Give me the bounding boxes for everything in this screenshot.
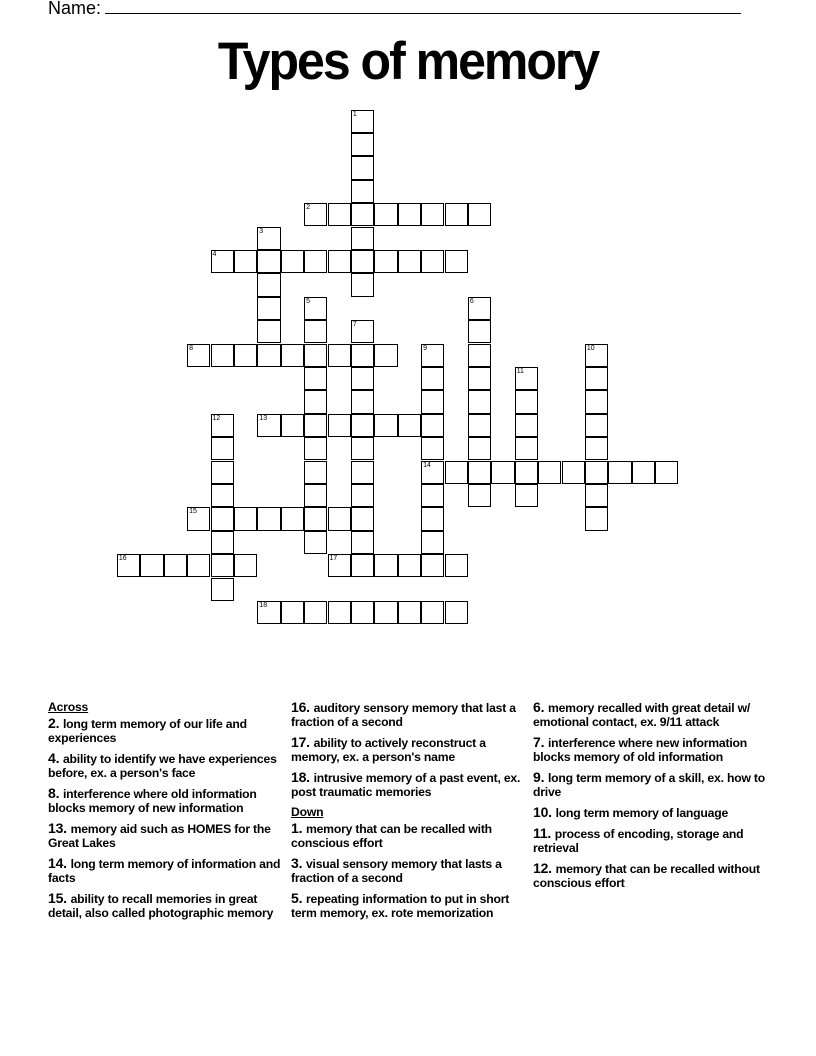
grid-cell[interactable] <box>211 554 234 577</box>
clue-number-label: 3. <box>291 855 306 871</box>
clue-item <box>291 856 527 885</box>
clue-number-label: 1. <box>291 820 306 836</box>
grid-cell[interactable] <box>421 531 444 554</box>
grid-cell[interactable] <box>257 601 280 624</box>
grid-cell[interactable] <box>281 344 304 367</box>
grid-cell[interactable] <box>445 601 468 624</box>
clue-text: memory recalled with great detail w/ emotional contact, ex. 9/11 attack <box>533 701 751 729</box>
grid-cell[interactable] <box>281 507 304 530</box>
clue-number: 13 <box>259 414 268 422</box>
grid-cell[interactable] <box>211 531 234 554</box>
grid-cell[interactable] <box>140 554 163 577</box>
grid-cell[interactable] <box>421 250 444 273</box>
grid-cell[interactable] <box>187 554 210 577</box>
clue-number: 8 <box>189 344 193 352</box>
grid-cell[interactable] <box>304 344 327 367</box>
clue-number: 6 <box>469 297 474 305</box>
down-heading: Down <box>291 805 324 819</box>
grid-cell[interactable] <box>351 344 374 367</box>
grid-cell[interactable] <box>468 414 491 437</box>
grid-cell[interactable] <box>374 554 397 577</box>
clue-text: repeating information to put in short term memory, ex. rote memorization <box>291 892 510 920</box>
clue-text: intrusive memory of a past event, ex. post traumatic memories <box>291 771 521 799</box>
clue-item <box>291 700 527 729</box>
grid-cell[interactable] <box>421 414 444 437</box>
grid-cell[interactable] <box>351 531 374 554</box>
clue-number-label: 15. <box>48 890 71 906</box>
clue-number-label: 12. <box>533 860 556 876</box>
grid-cell[interactable] <box>304 461 327 484</box>
clue-number-label: 9. <box>533 769 548 785</box>
clue-number: 1 <box>352 110 357 118</box>
grid-cell[interactable] <box>374 344 397 367</box>
across-clues-list <box>48 716 284 920</box>
grid-cell[interactable] <box>538 461 561 484</box>
grid-cell[interactable] <box>234 250 257 273</box>
grid-cell[interactable] <box>257 344 280 367</box>
grid-cell[interactable] <box>234 507 257 530</box>
grid-cell[interactable] <box>351 133 374 156</box>
clue-number-label: 10. <box>533 804 556 820</box>
grid-cell[interactable] <box>211 484 234 507</box>
grid-cell[interactable] <box>398 554 421 577</box>
grid-cell[interactable] <box>374 601 397 624</box>
grid-cell[interactable] <box>468 484 491 507</box>
clue-item <box>291 735 527 764</box>
clues-column-1 <box>48 700 284 926</box>
grid-cell[interactable] <box>257 227 280 250</box>
grid-cell[interactable] <box>374 414 397 437</box>
grid-cell[interactable] <box>281 250 304 273</box>
grid-cell[interactable] <box>515 367 538 390</box>
clue-item <box>48 891 284 920</box>
clue-text: auditory sensory memory that last a fraction of a second <box>291 701 516 729</box>
down-clues-list <box>291 821 527 920</box>
grid-cell[interactable] <box>515 390 538 413</box>
grid-cell[interactable] <box>257 507 280 530</box>
clue-text: memory that can be recalled with conscious effort <box>291 822 492 850</box>
grid-cell[interactable] <box>398 414 421 437</box>
grid-cell[interactable] <box>328 203 351 226</box>
grid-cell[interactable] <box>351 461 374 484</box>
clue-number: 2 <box>306 204 310 212</box>
grid-cell[interactable] <box>398 601 421 624</box>
clue-text: interference where new information blocks memory of old information <box>533 736 748 764</box>
grid-cell[interactable] <box>304 250 327 273</box>
grid-cell[interactable] <box>304 507 327 530</box>
grid-cell[interactable] <box>304 437 327 460</box>
grid-cell[interactable] <box>585 344 608 367</box>
clue-item <box>48 786 284 815</box>
down-clues-list-cont <box>533 700 769 890</box>
clue-text: interference where old information blocks memory of new information <box>48 787 257 815</box>
clue-item <box>48 716 284 745</box>
grid-cell[interactable] <box>304 297 327 320</box>
grid-cell[interactable] <box>351 601 374 624</box>
name-label: Name: <box>48 0 102 18</box>
grid-cell[interactable] <box>421 507 444 530</box>
grid-cell[interactable] <box>468 437 491 460</box>
clue-number: 9 <box>423 344 427 352</box>
grid-cell[interactable] <box>398 250 421 273</box>
clue-number: 3 <box>259 227 264 235</box>
grid-cell[interactable] <box>655 461 678 484</box>
grid-cell[interactable] <box>164 554 187 577</box>
grid-cell[interactable] <box>187 507 210 530</box>
grid-cell[interactable] <box>328 414 351 437</box>
grid-cell[interactable] <box>468 367 491 390</box>
clue-number: 16 <box>118 555 127 563</box>
grid-cell[interactable] <box>351 554 374 577</box>
grid-cell[interactable] <box>328 344 351 367</box>
grid-cell[interactable] <box>328 554 351 577</box>
grid-cell[interactable] <box>398 203 421 226</box>
grid-cell[interactable] <box>468 344 491 367</box>
grid-cell[interactable] <box>351 227 374 250</box>
clue-number-label: 7. <box>533 734 548 750</box>
grid-cell[interactable] <box>304 484 327 507</box>
clue-item <box>291 821 527 850</box>
grid-cell[interactable] <box>328 507 351 530</box>
clue-number-label: 17. <box>291 734 314 750</box>
grid-cell[interactable] <box>304 367 327 390</box>
grid-cell[interactable] <box>585 507 608 530</box>
across-heading: Across <box>48 700 89 714</box>
grid-cell[interactable] <box>328 601 351 624</box>
clue-item <box>48 856 284 885</box>
grid-cell[interactable] <box>234 554 257 577</box>
clue-item <box>533 700 769 729</box>
grid-cell[interactable] <box>351 110 374 133</box>
grid-cell[interactable] <box>515 414 538 437</box>
clue-number-label: 16. <box>291 699 314 715</box>
clue-number-label: 18. <box>291 769 314 785</box>
clue-text: long term memory of language <box>555 806 729 820</box>
clue-text: long term memory of a skill, ex. how to drive <box>533 771 766 799</box>
clue-number: 11 <box>516 367 524 375</box>
grid-cell[interactable] <box>421 367 444 390</box>
grid-cell[interactable] <box>445 461 468 484</box>
clue-text: process of encoding, storage and retrieval <box>533 827 744 855</box>
grid-cell[interactable] <box>515 437 538 460</box>
clue-number-label: 4. <box>48 750 63 766</box>
clue-number: 17 <box>329 555 338 563</box>
grid-cell[interactable] <box>351 180 374 203</box>
grid-cell[interactable] <box>468 390 491 413</box>
grid-cell[interactable] <box>351 390 374 413</box>
grid-cell[interactable] <box>257 273 280 296</box>
clue-number: 5 <box>306 297 310 305</box>
grid-cell[interactable] <box>562 461 585 484</box>
grid-cell[interactable] <box>257 250 280 273</box>
grid-cell[interactable] <box>351 156 374 179</box>
clue-number-label: 2. <box>48 715 63 731</box>
grid-cell[interactable] <box>304 414 327 437</box>
clue-text: memory that can be recalled without conscious effort <box>533 862 760 890</box>
grid-cell[interactable] <box>304 203 327 226</box>
clue-item <box>533 805 769 820</box>
clue-item <box>533 826 769 855</box>
grid-cell[interactable] <box>351 273 374 296</box>
clue-number: 14 <box>423 461 431 469</box>
grid-cell[interactable] <box>304 531 327 554</box>
clue-text: ability to actively reconstruct a memory, ex. a person's name <box>291 736 486 764</box>
grid-cell[interactable] <box>421 344 444 367</box>
clue-number: 18 <box>259 601 268 609</box>
grid-cell[interactable] <box>491 461 514 484</box>
grid-cell[interactable] <box>257 320 280 343</box>
grid-cell[interactable] <box>211 344 234 367</box>
grid-cell[interactable] <box>585 414 608 437</box>
grid-cell[interactable] <box>585 484 608 507</box>
grid-cell[interactable] <box>445 203 468 226</box>
grid-cell[interactable] <box>515 461 538 484</box>
clue-number-label: 11. <box>533 825 555 841</box>
grid-cell[interactable] <box>468 203 491 226</box>
clue-text: long term memory of our life and experiences <box>48 717 247 745</box>
grid-cell[interactable] <box>608 461 631 484</box>
grid-cell[interactable] <box>351 367 374 390</box>
grid-cell[interactable] <box>421 203 444 226</box>
grid-cell[interactable] <box>351 507 374 530</box>
grid-cell[interactable] <box>351 484 374 507</box>
grid-cell[interactable] <box>117 554 140 577</box>
clue-item <box>533 770 769 799</box>
grid-cell[interactable] <box>211 414 234 437</box>
grid-cell[interactable] <box>257 297 280 320</box>
clue-item <box>291 770 527 799</box>
clue-item <box>48 821 284 850</box>
clue-number: 10 <box>586 344 595 352</box>
clue-item <box>533 735 769 764</box>
grid-cell[interactable] <box>468 297 491 320</box>
grid-cell[interactable] <box>211 250 234 273</box>
grid-cell[interactable] <box>421 461 444 484</box>
clue-number-label: 5. <box>291 890 306 906</box>
grid-cell[interactable] <box>211 507 234 530</box>
grid-cell[interactable] <box>281 601 304 624</box>
grid-cell[interactable] <box>351 203 374 226</box>
grid-cell[interactable] <box>585 390 608 413</box>
clue-number: 7 <box>352 321 357 329</box>
grid-cell[interactable] <box>421 437 444 460</box>
clue-number-label: 6. <box>533 699 548 715</box>
clue-number: 12 <box>212 414 221 422</box>
clue-item <box>291 891 527 920</box>
clue-number: 15 <box>189 508 197 516</box>
grid-cell[interactable] <box>374 203 397 226</box>
clue-text: ability to recall memories in great detail, also called photographic memory <box>48 892 274 920</box>
grid-cell[interactable] <box>304 390 327 413</box>
grid-cell[interactable] <box>585 461 608 484</box>
grid-cell[interactable] <box>468 461 491 484</box>
clue-text: visual sensory memory that lasts a fraction of a second <box>291 857 502 885</box>
grid-cell[interactable] <box>585 437 608 460</box>
clue-number-label: 8. <box>48 785 63 801</box>
grid-cell[interactable] <box>374 250 397 273</box>
clue-number-label: 13. <box>48 820 71 836</box>
clue-text: long term memory of information and facts <box>48 857 281 885</box>
grid-cell[interactable] <box>211 437 234 460</box>
clues-column-2 <box>291 700 527 926</box>
grid-cell[interactable] <box>445 250 468 273</box>
grid-cell[interactable] <box>351 250 374 273</box>
grid-cell[interactable] <box>445 554 468 577</box>
grid-cell[interactable] <box>257 414 280 437</box>
clue-item <box>48 751 284 780</box>
grid-cell[interactable] <box>211 578 234 601</box>
grid-cell[interactable] <box>187 344 210 367</box>
clue-number-label: 14. <box>48 855 71 871</box>
grid-cell[interactable] <box>351 320 374 343</box>
grid-cell[interactable] <box>351 437 374 460</box>
grid-cell[interactable] <box>304 601 327 624</box>
grid-cell[interactable] <box>421 601 444 624</box>
grid-cell[interactable] <box>421 554 444 577</box>
grid-cell[interactable] <box>515 484 538 507</box>
grid-cell[interactable] <box>328 250 351 273</box>
grid-cell[interactable] <box>211 461 234 484</box>
clue-item <box>533 861 769 890</box>
grid-cell[interactable] <box>351 414 374 437</box>
across-clues-list-cont <box>291 700 527 799</box>
grid-cell[interactable] <box>281 414 304 437</box>
page-title: Types of memory <box>217 31 599 91</box>
clue-number: 4 <box>212 250 217 258</box>
grid-cell[interactable] <box>304 320 327 343</box>
grid-cell[interactable] <box>234 344 257 367</box>
grid-cell[interactable] <box>585 367 608 390</box>
clues-column-3 <box>533 700 769 896</box>
grid-cell[interactable] <box>468 320 491 343</box>
clue-text: ability to identify we have experiences before, ex. a person's face <box>48 752 277 780</box>
grid-cell[interactable] <box>421 390 444 413</box>
grid-cell[interactable] <box>421 484 444 507</box>
grid-cell[interactable] <box>632 461 655 484</box>
clue-text: memory aid such as HOMES for the Great Lakes <box>48 822 271 850</box>
